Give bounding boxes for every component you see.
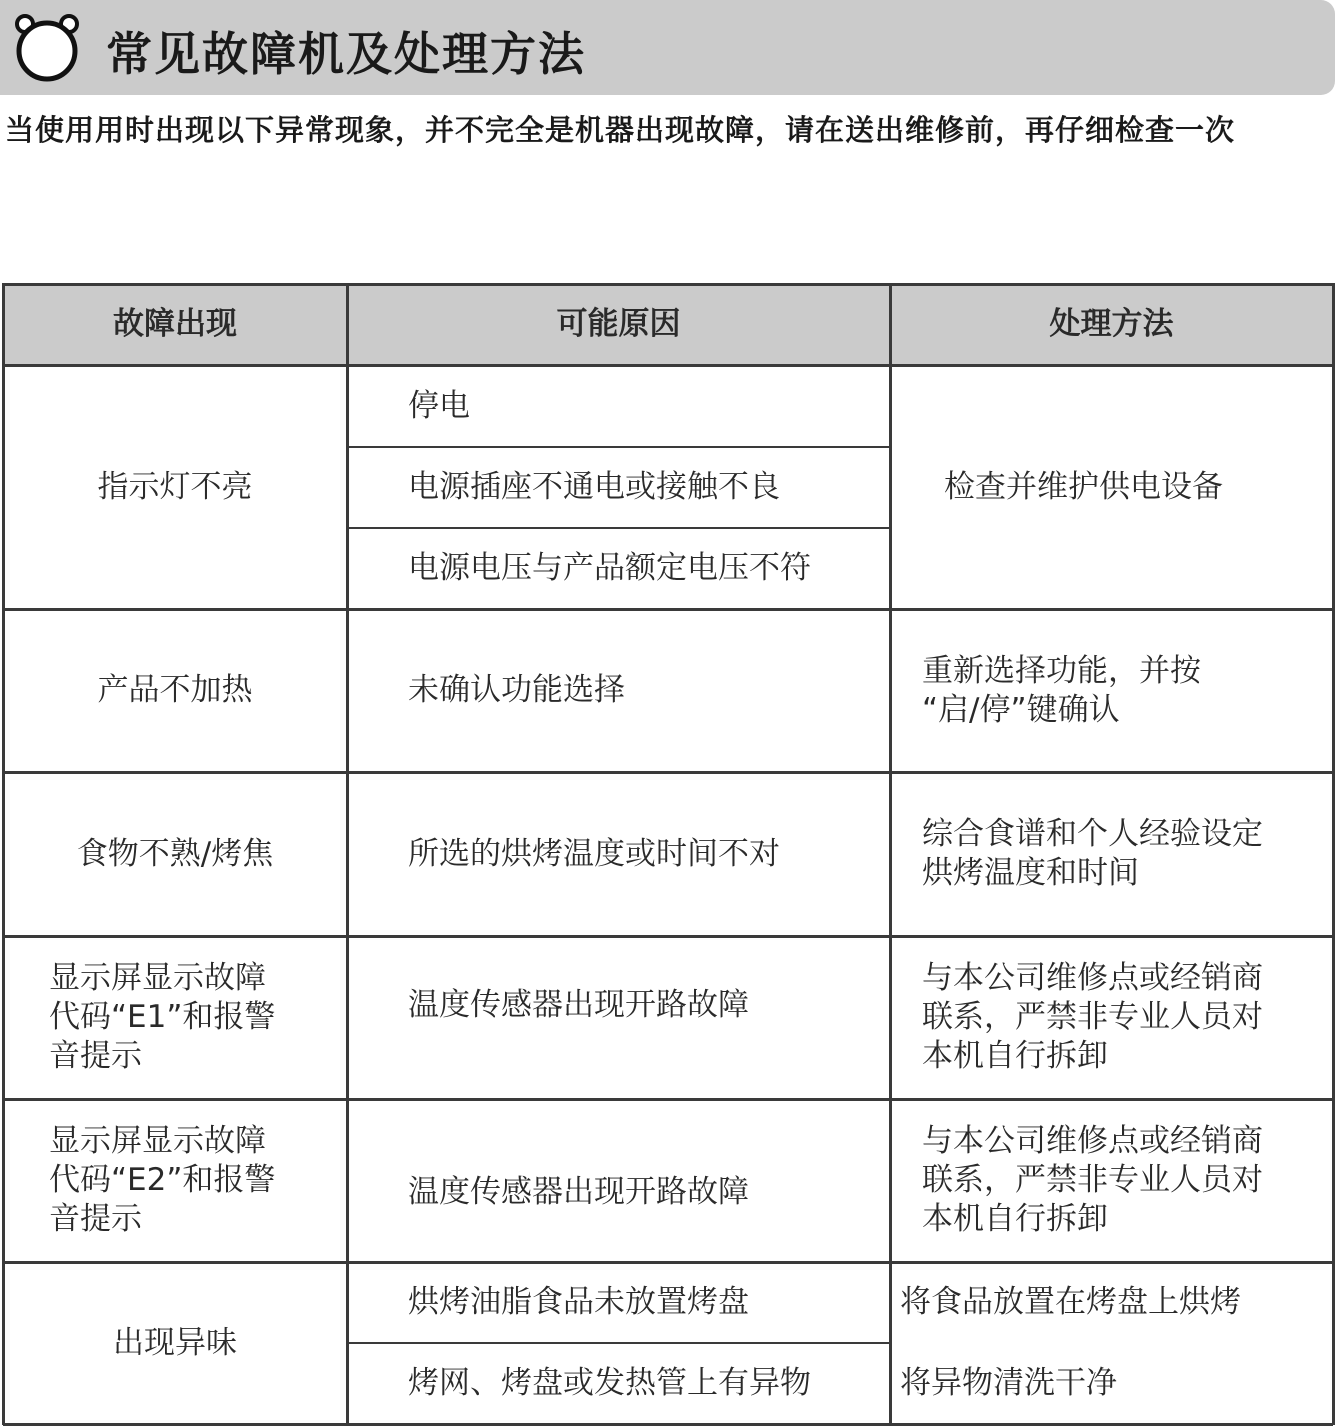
cause-cell [347, 1262, 890, 1343]
table-border [3, 1423, 1333, 1426]
cause-cell [347, 1123, 890, 1262]
cause-cell [347, 365, 890, 447]
symptom-cell [3, 1262, 347, 1424]
symptom-cell-text: 产品不加热 [97, 672, 253, 708]
cause-cell [347, 528, 890, 609]
cause-cell-text: 未确认功能选择 [408, 672, 625, 708]
cause-cell-text: 电源电压与产品额定电压不符 [408, 550, 811, 586]
page-title: 常见故障机及处理方法 [106, 27, 586, 81]
column-header-text: 可能原因 [556, 306, 681, 342]
table-border [889, 283, 892, 1425]
column-header-text: 故障出现 [113, 306, 237, 342]
symptom-cell-text: 指示灯不亮 [97, 468, 253, 505]
table-border [3, 364, 1333, 367]
solution-cell-text: 将异物清洗干净 [900, 1365, 1117, 1401]
solution-cell [890, 1262, 1333, 1343]
cause-cell-text: 停电 [408, 387, 470, 424]
column-header [890, 284, 1333, 365]
cause-cell [347, 447, 890, 528]
solution-cell [890, 1343, 1333, 1424]
symptom-cell-text: 显示屏显示故障 代码“E1”和报警 音提示 [49, 960, 276, 1074]
solution-cell [890, 609, 1333, 772]
solution-cell-text: 检查并维护供电设备 [944, 468, 1223, 505]
solution-cell-text: 与本公司维修点或经销商 联系，严禁非专业人员对 本机自行拆卸 [922, 960, 1263, 1074]
cause-cell-text: 电源插座不通电或接触不良 [408, 469, 780, 505]
symptom-cell-text: 出现异味 [113, 1324, 237, 1361]
cause-cell-text: 烤网、烤盘或发热管上有异物 [408, 1365, 811, 1401]
cause-cell-text: 烘烤油脂食品未放置烤盘 [408, 1284, 749, 1320]
symptom-cell [3, 936, 347, 1099]
symptom-cell [3, 609, 347, 772]
cause-cell-text: 温度传感器出现开路故障 [408, 1174, 749, 1210]
column-header-text: 处理方法 [1049, 306, 1174, 342]
section-header [0, 0, 1335, 95]
table-border [2, 283, 5, 1425]
cause-cell-text: 温度传感器出现开路故障 [408, 987, 749, 1023]
solution-cell [890, 365, 1333, 609]
symptom-cell [3, 772, 347, 936]
cause-cell [347, 1343, 890, 1424]
table-border [3, 283, 1333, 286]
cause-cell [347, 772, 890, 936]
table-border [346, 283, 349, 1425]
solution-cell-text: 重新选择功能，并按 “启/停”键确认 [922, 652, 1201, 728]
column-header [347, 284, 890, 365]
symptom-cell-text: 显示屏显示故障 代码“E2”和报警 音提示 [49, 1123, 276, 1237]
symptom-cell-text: 食物不熟/烤焦 [76, 835, 274, 872]
cause-cell-text: 所选的烘烤温度或时间不对 [408, 835, 780, 872]
solution-cell [890, 936, 1333, 1099]
bear-face-icon [14, 12, 80, 82]
solution-cell [890, 772, 1333, 936]
solution-cell [890, 1099, 1333, 1262]
solution-cell-text: 综合食谱和个人经验设定 烘烤温度和时间 [922, 816, 1263, 891]
symptom-cell [3, 1099, 347, 1262]
intro-text: 当使用用时出现以下异常现象，并不完全是机器出现故障，请在送出维修前，再仔细检查一次 [5, 113, 1236, 147]
solution-cell-text: 将食品放置在烤盘上烘烤 [900, 1284, 1241, 1320]
column-header [3, 284, 347, 365]
solution-cell-text: 与本公司维修点或经销商 联系，严禁非专业人员对 本机自行拆卸 [922, 1123, 1263, 1237]
cause-cell [347, 609, 890, 772]
cause-cell [347, 936, 890, 1099]
symptom-cell [3, 365, 347, 609]
